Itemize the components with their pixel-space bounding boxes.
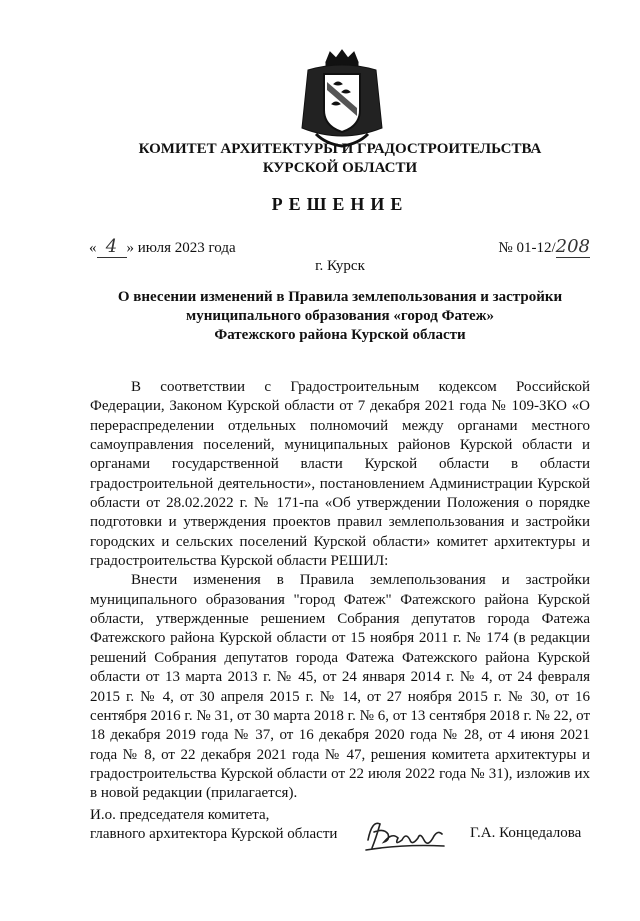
coat-of-arms-emblem <box>296 48 388 148</box>
signatory-name: Г.А. Концедалова <box>470 825 582 841</box>
org-line-1: КОМИТЕТ АРХИТЕКТУРЫ И ГРАДОСТРОИТЕЛЬСТВА <box>138 141 542 157</box>
subject-line-1: О внесении изменений в Правила землепользования и застройки <box>117 289 563 305</box>
document-city: г. Курск <box>315 258 365 274</box>
date-day-handwritten: 4 <box>97 236 127 258</box>
document-subject <box>90 288 590 345</box>
position-line-1: И.о. председателя комитета, <box>90 807 270 823</box>
body-paragraph-2: Внести изменения в Правила землепользования и застройки муниципального образования "город Фатеж" Фатежского района Курской области, утвержденные решением Собрания депутатов города Фатежа Фатежского района Курской области от 15 ноября 2011 г. № 174 (в редакции решений Собрания депутатов города Фатежа Фатежского района Курской области от 13 марта 2013 г. № 45, от 24 января 2014 г. № 4, от 24 февраля 2015 г. № 4, от 30 апреля 2015 г. № 14, от 27 ноября 2015 г. № 30, от 16 сентября 2016 г. № 31, от 30 марта 2018 г. № 6, от 13 сентября 2018 г. № 22, от 18 декабря 2019 года № 37, от 16 декабря 2020 года № 28, от 4 июня 2021 года № 8, от 22 декабря 2021 года № 47, решения комитета архитектуры и градостроительства Курской области от 22 июля 2022 года № 31), изложив их в новой редакции (прилагается). <box>90 572 590 802</box>
org-line-2: КУРСКОЙ ОБЛАСТИ <box>262 160 418 176</box>
signatory-position <box>90 806 337 844</box>
body-paragraph-1: В соответствии с Градостроительным кодексом Российской Федерации, Законом Курской области от 7 декабря 2021 года № 109-ЗКО «О перераспределении отдельных полномочий между органами местного самоуправления поселений, муниципальных районов Курской области и органами государственной власти Курской области в области градостроительной деятельности», постановлением Администрации Курской области от 28.02.2022 г. № 171-па «Об утверждении Положения о порядке подготовки и утверждения проектов правил землепользования и застройки городских и сельских поселений Курской области» комитет архитектуры и градостроительства Курской области РЕШИЛ: <box>90 379 590 570</box>
document-number <box>498 236 590 258</box>
document-body <box>90 378 590 804</box>
position-line-2: главного архитектора Курской области <box>90 826 338 842</box>
organization-name <box>0 140 640 178</box>
subject-line-3: Фатежского района Курской области <box>214 327 466 343</box>
number-prefix: № 01-12/ <box>498 240 556 256</box>
document-title: РЕШЕНИЕ <box>271 194 409 214</box>
date-open-quote: « <box>89 240 97 256</box>
number-handwritten: 208 <box>555 236 590 257</box>
subject-line-2: муниципального образования «город Фатеж» <box>186 308 494 324</box>
date-month-year: » июля 2023 года <box>126 240 236 256</box>
handwritten-signature <box>362 810 446 858</box>
document-date <box>89 236 236 258</box>
